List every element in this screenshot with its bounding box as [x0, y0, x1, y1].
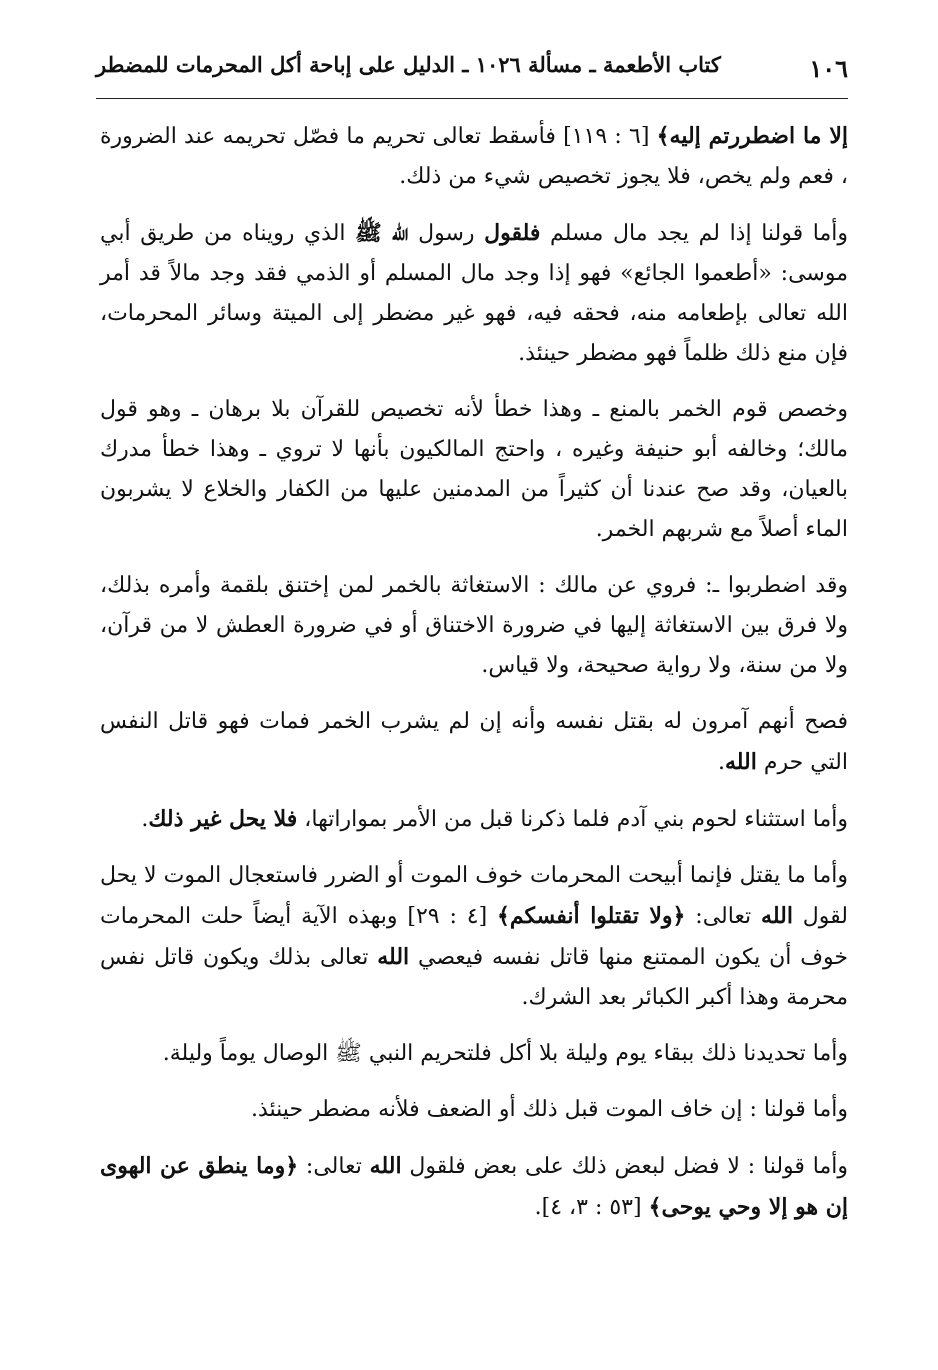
text-run: وخصص قوم الخمر بالمنع ـ وهذا خطأ لأنه تخصيص للقرآن بلا برهان ـ وهو قول مالك؛ وخالفه أبو حنيفة وغيره ، واحتج المالكيون بأنها لا تروي ـ وهذا خطأ مدرك بالعيان، وقد صح عندنا أن كثيراً من المدمنين عليها من الكفار والخلاع لا يشربون الماء أصلاً مع شربهم الخمر.: [100, 397, 848, 542]
paragraph: [100, 799, 848, 840]
paragraph: [100, 702, 848, 783]
text-run: تعالى:: [685, 904, 762, 929]
text-run: إلا ما اضطررتم إليه﴾: [656, 123, 848, 149]
text-run: وقد اضطربوا ـ: فروي عن مالك : الاستغاثة بالخمر لمن إختنق بلقمة وأمره بذلك، ولا فرق بين الاستغاثة إليها في ضرورة الاختناق أو في ضرورة العطش لا من قرآن، ولا من سنة، ولا رواية صحيحة، ولا قياس.: [100, 573, 848, 678]
paragraph: [100, 1090, 848, 1130]
text-run: وأما قولنا : إن خاف الموت قبل ذلك أو الضعف فلأنه مضطر حينئذ.: [250, 1097, 848, 1122]
text-run: فلا يحل غير ذلك: [148, 806, 298, 832]
paragraph: [100, 390, 848, 550]
body-text: [100, 116, 848, 1244]
text-run: وأما قولنا : لا فضل لبعض ذلك على بعض فلقول: [401, 1154, 848, 1179]
paragraph: [100, 566, 848, 686]
paragraph: [100, 856, 848, 1018]
page-header: [96, 48, 848, 98]
text-run: ﴿ولا تقتلوا أنفسكم﴾: [497, 903, 686, 929]
text-run: رسول: [408, 221, 485, 246]
text-run: [٦ : ١١٩] فأسقط تعالى تحريم ما فصّل تحريمه عند الضرورة ، فعم ولم يخص، فلا يجوز تخصيص شيء من ذلك.: [100, 124, 848, 189]
text-run: .: [717, 750, 725, 775]
text-run: ﴿وما ينطق عن الهوى إن هو إلا وحي يوحى﴾: [100, 1153, 848, 1220]
running-title: كتاب الأطعمة ـ مسألة ١٠٢٦ ـ الدليل على إباحة أكل المحرمات للمضطر: [96, 52, 721, 77]
paragraph: [100, 1034, 848, 1074]
text-run: الله: [724, 749, 757, 775]
text-run: فلقول: [484, 220, 541, 246]
paragraph: [100, 1146, 848, 1228]
text-run: وأما تحديدنا ذلك ببقاء يوم وليلة بلا أكل فلتحريم النبي ﷺ الوصال يوماً وليلة.: [162, 1041, 848, 1066]
text-run: وأما ما يقتل فإنما أبيحت المحرمات خوف الموت أو الضرر فاستعجال الموت لا يحل لقول: [100, 863, 848, 929]
text-run: .: [141, 807, 149, 832]
text-run: الله: [377, 944, 410, 970]
text-run: تعالى بذلك ويكون قاتل نفس محرمة وهذا أكبر الكبائر بعد الشرك.: [100, 945, 848, 1010]
text-run: الذي رويناه من طريق أبي موسى: «أطعموا الجائع» فهو إذا وجد مال المسلم أو الذمي فقد وجد مالاً قد أمر الله تعالى بإطعامه منه، فحقه فيه، فهو غير مضطر إلى الميتة وسائر المحرمات، فإن منع ذلك ظلماً فهو مضطر حينئذ.: [100, 221, 848, 366]
text-run: الله ﷺ: [355, 220, 409, 246]
page-number: ١٠٦: [809, 54, 848, 83]
text-run: [٥٣ : ٣، ٤].: [534, 1195, 649, 1220]
text-run: وأما قولنا إذا لم يجد مال مسلم: [540, 221, 848, 246]
paragraph: [100, 213, 848, 374]
text-run: الله: [369, 1153, 402, 1179]
header-rule: [96, 98, 848, 99]
paragraph: [100, 116, 848, 197]
text-run: وأما استثناء لحوم بني آدم فلما ذكرنا قبل من الأمر بمواراتها،: [297, 807, 848, 832]
text-run: الله: [761, 903, 793, 929]
text-run: فصح أنهم آمرون له بقتل نفسه وأنه إن لم يشرب الخمر فمات فهو قاتل النفس التي حرم: [100, 709, 848, 775]
text-run: [٤ : ٢٩] وبهذه الآية أيضاً حلت المحرمات خوف أن يكون الممتنع منها قاتل نفسه فيعصي: [100, 904, 848, 970]
text-run: تعالى:: [298, 1154, 370, 1179]
